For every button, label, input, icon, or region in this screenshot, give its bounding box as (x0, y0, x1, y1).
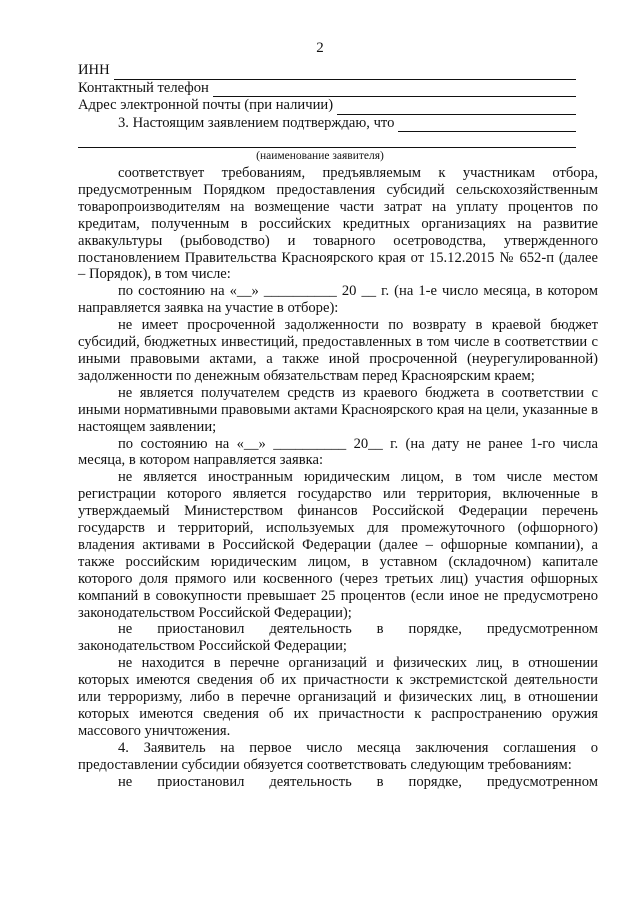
email-blank-line (337, 101, 576, 115)
document-body (78, 165, 598, 791)
applicant-name-caption: (наименование заявителя) (256, 150, 384, 162)
paragraph: не является иностранным юридическим лицом, в том числе местом регистрации которого является государство или территория, включенные в утверждаемый Министерством финансов Российской Федерации перечень государств и территорий, используемых для промежуточного (офшорного) владения активами в Российской Федерации (далее – офшорные компании), а также российским юридическим лицом, в уставном (складочном) капитале которого доля прямого или косвенного (через третьих лиц) участия офшорных компаний в совокупности превышает 25 процентов (если иное не предусмотрено законодательством Российской Федерации); (78, 469, 598, 621)
paragraph: 4. Заявитель на первое число месяца заключения соглашения о предоставлении субсидии обязуется соответствовать следующим требованиям: (78, 739, 598, 773)
inn-label: ИНН (78, 62, 110, 78)
confirm-label: 3. Настоящим заявлением подтверждаю, что (118, 114, 395, 131)
paragraph: по состоянию на «__» __________ 20 __ г. (на 1-е число месяца, в котором направляется заявка на участие в отборе): (78, 283, 598, 317)
phone-label: Контактный телефон (78, 79, 209, 96)
paragraph: не является получателем средств из краевого бюджета в соответствии с иными нормативными правовыми актами Красноярского края на цели, указанные в настоящем заявлении; (78, 384, 598, 435)
inn-blank-line (114, 66, 576, 80)
paragraph: соответствует требованиям, предъявляемым к участникам отбора, предусмотренным Порядком предоставления субсидий сельскохозяйственным товаропроизводителям на возмещение части затрат на уплату процентов по кредитам, полученным в российских кредитных организациях на развитие аквакультуры (рыбоводство) и товарного осетроводства, утвержденного постановлением Правительства Красноярского края от 15.12.2015 № 652-п (далее – Порядок), в том числе: (78, 165, 598, 283)
paragraph: по состоянию на «__» __________ 20__ г. (на дату не ранее 1-го числа месяца, в котором направляется заявка: (78, 435, 598, 469)
email-row (78, 97, 576, 115)
applicant-name-line (78, 147, 576, 148)
phone-row (78, 80, 576, 98)
confirm-blank-line (398, 118, 576, 132)
paragraph: не находится в перечне организаций и физических лиц, в отношении которых имеются сведения об их причастности к экстремистской деятельности или терроризму, либо в перечне организаций и физических лиц, в отношении которых имеются сведения об их причастности к распространению оружия массового уничтожения. (78, 655, 598, 739)
page-number: 2 (316, 40, 324, 56)
confirm-row (78, 115, 576, 133)
paragraph: не приостановил деятельность в порядке, предусмотренном законодательством Российской Федерации; (78, 621, 598, 655)
paragraph: не имеет просроченной задолженности по возврату в краевой бюджет субсидий, бюджетных инвестиций, предоставленных в том числе в соответствии с иными правовыми актами, а также иной просроченной (неурегулированной) задолженности по денежным обязательствам перед Красноярским краем; (78, 317, 598, 384)
applicant-fields (78, 62, 576, 132)
inn-row (78, 62, 576, 80)
email-label: Адрес электронной почты (при наличии) (78, 97, 334, 113)
paragraph: не приостановил деятельность в порядке, предусмотренном (118, 773, 598, 790)
phone-blank-line (213, 83, 576, 97)
